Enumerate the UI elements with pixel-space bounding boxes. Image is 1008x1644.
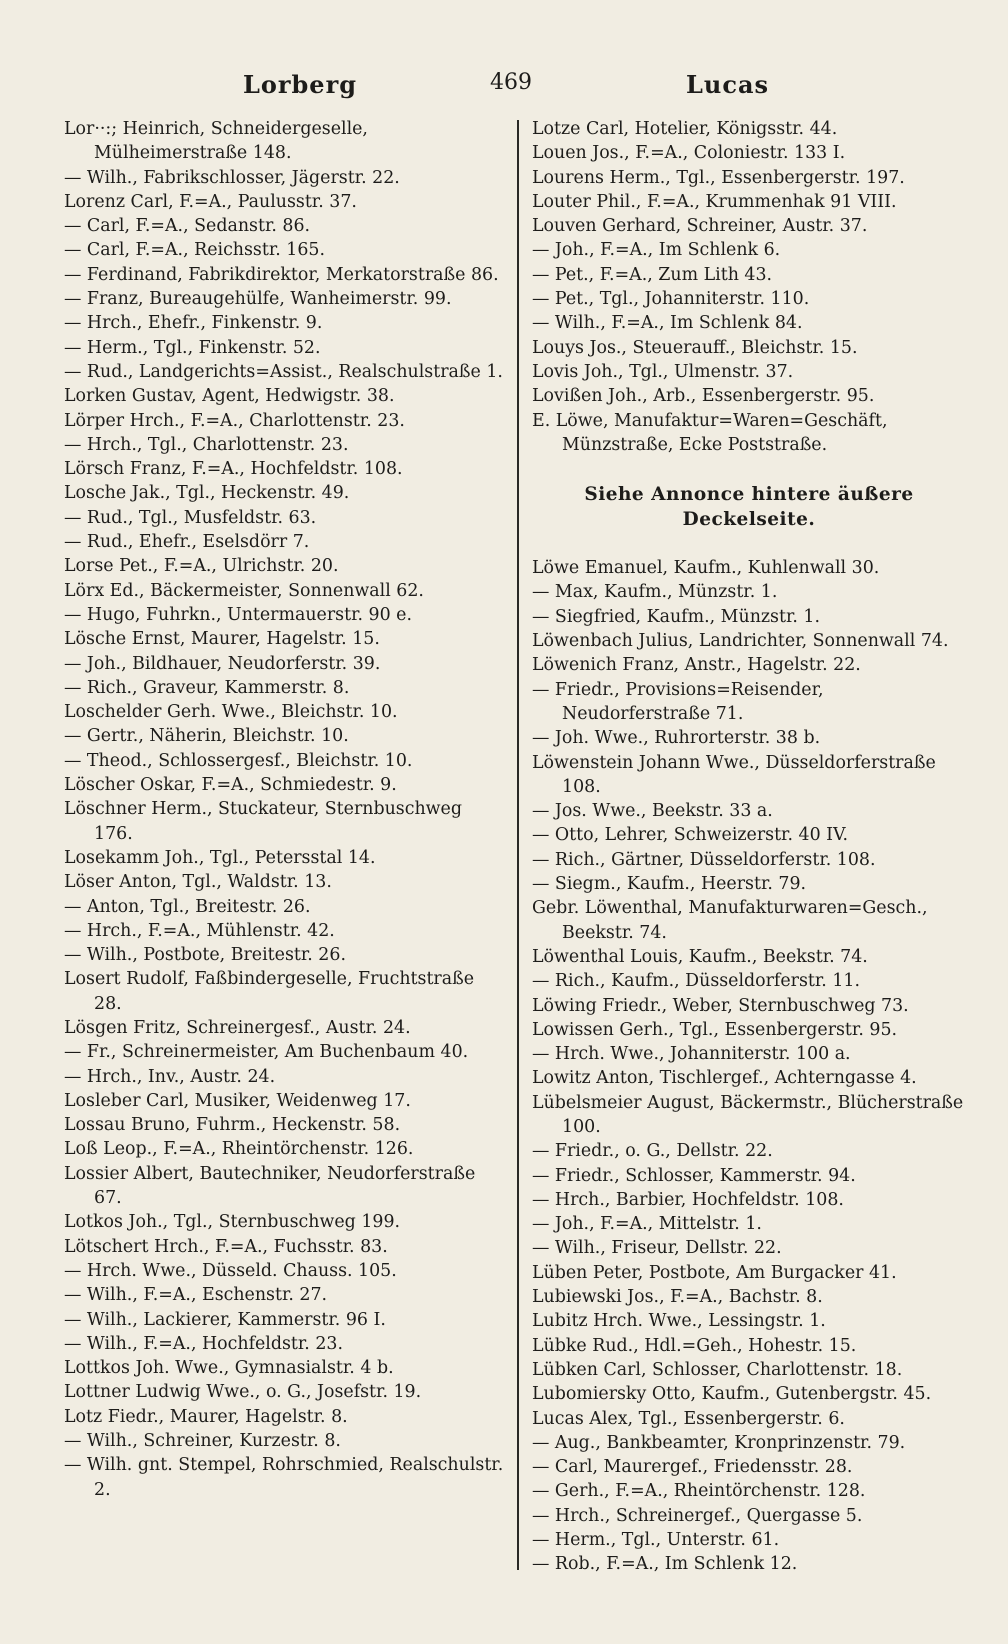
- page-number: 469: [490, 70, 532, 95]
- directory-entry: Lörsch Franz, F.=A., Hochfeldstr. 108.: [64, 459, 403, 480]
- directory-entry: Lossier Albert, Bautechniker, Neudorferstraße 67.: [64, 1163, 476, 1209]
- directory-entry: Lotze Carl, Hotelier, Königsstr. 44.: [532, 119, 838, 139]
- directory-entry: — Hrch. Wwe., Johanniterstr. 100 a.: [532, 1044, 851, 1065]
- directory-entry: Löwenich Franz, Anstr., Hagelstr. 22.: [532, 655, 861, 676]
- directory-entry: Gebr. Löwenthal, Manufakturwaren=Gesch., Beekstr. 74.: [532, 898, 928, 943]
- directory-entry: — Hrch., Barbier, Hochfeldstr. 108.: [532, 1189, 844, 1210]
- directory-entry: — Pet., Tgl., Johanniterstr. 110.: [532, 289, 810, 310]
- directory-entry: — Joh., Bildhauer, Neudorferstr. 39.: [64, 653, 381, 674]
- directory-entry: — Joh., F.=A., Im Schlenk 6.: [532, 240, 781, 261]
- directory-entry: Lubomiersky Otto, Kaufm., Gutenbergstr. 45.: [532, 1384, 932, 1405]
- directory-entry: Lübke Rud., Hdl.=Geh., Hohestr. 15.: [532, 1335, 857, 1356]
- directory-entry: Lüben Peter, Postbote, Am Burgacker 41.: [532, 1262, 897, 1283]
- header-last-name: Lucas: [686, 70, 769, 99]
- directory-entry: — Rich., Kaufm., Düsseldorferstr. 11.: [532, 971, 861, 992]
- left-column: [64, 117, 504, 1502]
- directory-entry: — Wilh. gnt. Stempel, Rohrschmied, Realschulstr. 2.: [64, 1455, 504, 1500]
- directory-entry: Lowissen Gerh., Tgl., Essenbergerstr. 95.: [532, 1019, 898, 1040]
- column-divider: [517, 120, 519, 1570]
- directory-entry: — Rud., Landgerichts=Assist., Realschulstraße 1.: [64, 361, 503, 382]
- directory-entry: Louven Gerhard, Schreiner, Austr. 37.: [532, 216, 868, 237]
- notice-line: Siehe Annonce hintere äußere: [584, 484, 914, 506]
- directory-entry: Löschner Herm., Stuckateur, Sternbuschweg 176.: [64, 799, 462, 844]
- advertisement-notice: [532, 482, 966, 532]
- directory-entry: — Wilh., Fabrikschlosser, Jägerstr. 22.: [64, 167, 400, 188]
- directory-entry: — Hrch., Inv., Austr. 24.: [64, 1066, 276, 1087]
- directory-entry: — Wilh., Friseur, Dellstr. 22.: [532, 1238, 782, 1259]
- directory-entry: Lucas Alex, Tgl., Essenbergerstr. 6.: [532, 1408, 845, 1429]
- directory-entry: — Aug., Bankbeamter, Kronprinzenstr. 79.: [532, 1432, 906, 1453]
- directory-entry: Lubiewski Jos., F.=A., Bachstr. 8.: [532, 1287, 823, 1308]
- directory-entry: — Gerh., F.=A., Rheintörchenstr. 128.: [532, 1481, 866, 1502]
- directory-entry: — Joh., F.=A., Mittelstr. 1.: [532, 1214, 762, 1235]
- directory-entry: — Jos. Wwe., Beekstr. 33 a.: [532, 801, 773, 822]
- directory-entry: Löwing Friedr., Weber, Sternbuschweg 73.: [532, 995, 909, 1016]
- directory-entry: Lorse Pet., F.=A., Ulrichstr. 20.: [64, 556, 339, 577]
- directory-entry: — Otto, Lehrer, Schweizerstr. 40 IV.: [532, 825, 849, 846]
- directory-entry: Lorken Gustav, Agent, Hedwigstr. 38.: [64, 386, 395, 407]
- directory-entry: — Herm., Tgl., Unterstr. 61.: [532, 1530, 780, 1551]
- directory-entry: — Rob., F.=A., Im Schlenk 12.: [532, 1554, 798, 1575]
- directory-entry: — Carl, F.=A., Reichsstr. 165.: [64, 240, 326, 261]
- directory-entry: — Hrch., Schreinergef., Quergasse 5.: [532, 1505, 863, 1526]
- directory-entry: — Wilh., Schreiner, Kurzestr. 8.: [64, 1431, 341, 1452]
- directory-entry: Losekamm Joh., Tgl., Petersstal 14.: [64, 847, 376, 868]
- directory-entry: Loß Leop., F.=A., Rheintörchenstr. 126.: [64, 1139, 414, 1160]
- directory-entry: Lourens Herm., Tgl., Essenbergerstr. 197.: [532, 167, 905, 188]
- directory-entry: Löwenstein Johann Wwe., Düsseldorferstraße 108.: [532, 752, 936, 797]
- directory-entry: — Hrch. Wwe., Düsseld. Chauss. 105.: [64, 1260, 397, 1281]
- directory-entry: — Friedr., o. G., Dellstr. 22.: [532, 1141, 773, 1162]
- directory-entry: — Wilh., F.=A., Im Schlenk 84.: [532, 313, 803, 334]
- directory-entry: — Joh. Wwe., Ruhrorterstr. 38 b.: [532, 728, 821, 749]
- directory-entry: — Siegfried, Kaufm., Münzstr. 1.: [532, 606, 821, 627]
- header-first-name: Lorberg: [243, 70, 358, 99]
- directory-entry: Lovis Joh., Tgl., Ulmenstr. 37.: [532, 361, 794, 382]
- directory-entry: Löwenbach Julius, Landrichter, Sonnenwall 74.: [532, 631, 949, 652]
- directory-entry: Lotz Fiedr., Maurer, Hagelstr. 8.: [64, 1406, 348, 1427]
- directory-entry: Louter Phil., F.=A., Krummenhak 91 VIII.: [532, 191, 897, 212]
- directory-entry: Lötschert Hrch., F.=A., Fuchsstr. 83.: [64, 1236, 388, 1257]
- directory-entry: — Wilh., Postbote, Breitestr. 26.: [64, 945, 346, 966]
- directory-entry: Löwenthal Louis, Kaufm., Beekstr. 74.: [532, 946, 868, 967]
- directory-entry: E. Löwe, Manufaktur=Waren=Geschäft, Münzstraße, Ecke Poststraße.: [532, 410, 888, 455]
- directory-entry: — Gertr., Näherin, Bleichstr. 10.: [64, 726, 349, 747]
- directory-entry: — Pet., F.=A., Zum Lith 43.: [532, 264, 773, 285]
- directory-entry: Lubitz Hrch. Wwe., Lessingstr. 1.: [532, 1311, 826, 1332]
- directory-entry: Lottner Ludwig Wwe., o. G., Josefstr. 19.: [64, 1382, 422, 1403]
- directory-entry: — Fr., Schreinermeister, Am Buchenbaum 40.: [64, 1042, 469, 1063]
- directory-entry: Losche Jak., Tgl., Heckenstr. 49.: [64, 483, 350, 504]
- directory-entry: Lübelsmeier August, Bäckermstr., Blücherstraße 100.: [532, 1092, 964, 1137]
- directory-entry: Lösche Ernst, Maurer, Hagelstr. 15.: [64, 629, 380, 650]
- directory-entry: — Rud., Tgl., Musfeldstr. 63.: [64, 507, 317, 528]
- directory-entry: — Franz, Bureaugehülfe, Wanheimerstr. 99.: [64, 289, 452, 310]
- directory-entry: — Friedr., Schlosser, Kammerstr. 94.: [532, 1165, 856, 1186]
- directory-entry: Löscher Oskar, F.=A., Schmiedestr. 9.: [64, 775, 397, 796]
- directory-entry: Lottkos Joh. Wwe., Gymnasialstr. 4 b.: [64, 1358, 394, 1379]
- directory-entry: — Hrch., Tgl., Charlottenstr. 23.: [64, 434, 349, 455]
- directory-entry: Loschelder Gerh. Wwe., Bleichstr. 10.: [64, 702, 398, 723]
- directory-entry: — Wilh., F.=A., Hochfeldstr. 23.: [64, 1333, 344, 1354]
- directory-entry: Lörper Hrch., F.=A., Charlottenstr. 23.: [64, 410, 405, 431]
- directory-entry: — Wilh., F.=A., Eschenstr. 27.: [64, 1285, 328, 1306]
- directory-entry: — Friedr., Provisions=Reisender, Neudorferstraße 71.: [532, 679, 824, 724]
- directory-entry: — Hugo, Fuhrkn., Untermauerstr. 90 e.: [64, 604, 413, 625]
- directory-entry: Löwe Emanuel, Kaufm., Kuhlenwall 30.: [532, 558, 880, 579]
- notice-line: Deckelseite.: [682, 509, 816, 531]
- directory-entry: Lowitz Anton, Tischlergef., Achterngasse 4.: [532, 1068, 917, 1089]
- directory-entry: — Max, Kaufm., Münzstr. 1.: [532, 582, 778, 603]
- directory-entry: Lörx Ed., Bäckermeister, Sonnenwall 62.: [64, 580, 424, 601]
- directory-entry: — Siegm., Kaufm., Heerstr. 79.: [532, 874, 807, 895]
- directory-entry: Lösgen Fritz, Schreinergesf., Austr. 24.: [64, 1017, 411, 1038]
- right-column: [532, 117, 966, 1577]
- directory-entry: — Anton, Tgl., Breitestr. 26.: [64, 896, 311, 917]
- directory-entry: — Wilh., Lackierer, Kammerstr. 96 I.: [64, 1309, 386, 1330]
- directory-entry: Lübken Carl, Schlosser, Charlottenstr. 18.: [532, 1359, 903, 1380]
- directory-entry: — Theod., Schlossergesf., Bleichstr. 10.: [64, 750, 413, 771]
- page-header: [58, 64, 970, 104]
- directory-entry: — Herm., Tgl., Finkenstr. 52.: [64, 337, 321, 358]
- directory-entry: — Rich., Gärtner, Düsseldorferstr. 108.: [532, 849, 876, 870]
- directory-entry: — Rich., Graveur, Kammerstr. 8.: [64, 677, 350, 698]
- directory-entry: Louys Jos., Steuerauff., Bleichstr. 15.: [532, 337, 858, 358]
- directory-entry: — Carl, Maurergef., Friedensstr. 28.: [532, 1457, 853, 1478]
- directory-entry: — Hrch., Ehefr., Finkenstr. 9.: [64, 313, 323, 334]
- directory-entry: Lorenz Carl, F.=A., Paulusstr. 37.: [64, 191, 357, 212]
- directory-entry: Lor··:; Heinrich, Schneidergeselle, Mülheimerstraße 148.: [64, 119, 368, 164]
- directory-entry: Lossau Bruno, Fuhrm., Heckenstr. 58.: [64, 1115, 401, 1136]
- directory-entry: — Hrch., F.=A., Mühlenstr. 42.: [64, 920, 335, 941]
- directory-entry: Lovißen Joh., Arb., Essenbergerstr. 95.: [532, 386, 875, 407]
- directory-entry: — Ferdinand, Fabrikdirektor, Merkatorstraße 86.: [64, 264, 499, 285]
- directory-entry: Löser Anton, Tgl., Waldstr. 13.: [64, 872, 332, 893]
- directory-entry: Losleber Carl, Musiker, Weidenweg 17.: [64, 1090, 411, 1111]
- directory-entry: Losert Rudolf, Faßbindergeselle, Fruchtstraße 28.: [64, 969, 475, 1014]
- directory-entry: Louen Jos., F.=A., Coloniestr. 133 I.: [532, 143, 846, 164]
- directory-entry: — Rud., Ehefr., Eselsdörr 7.: [64, 532, 310, 553]
- directory-entry: — Carl, F.=A., Sedanstr. 86.: [64, 216, 311, 237]
- directory-entry: Lotkos Joh., Tgl., Sternbuschweg 199.: [64, 1212, 401, 1233]
